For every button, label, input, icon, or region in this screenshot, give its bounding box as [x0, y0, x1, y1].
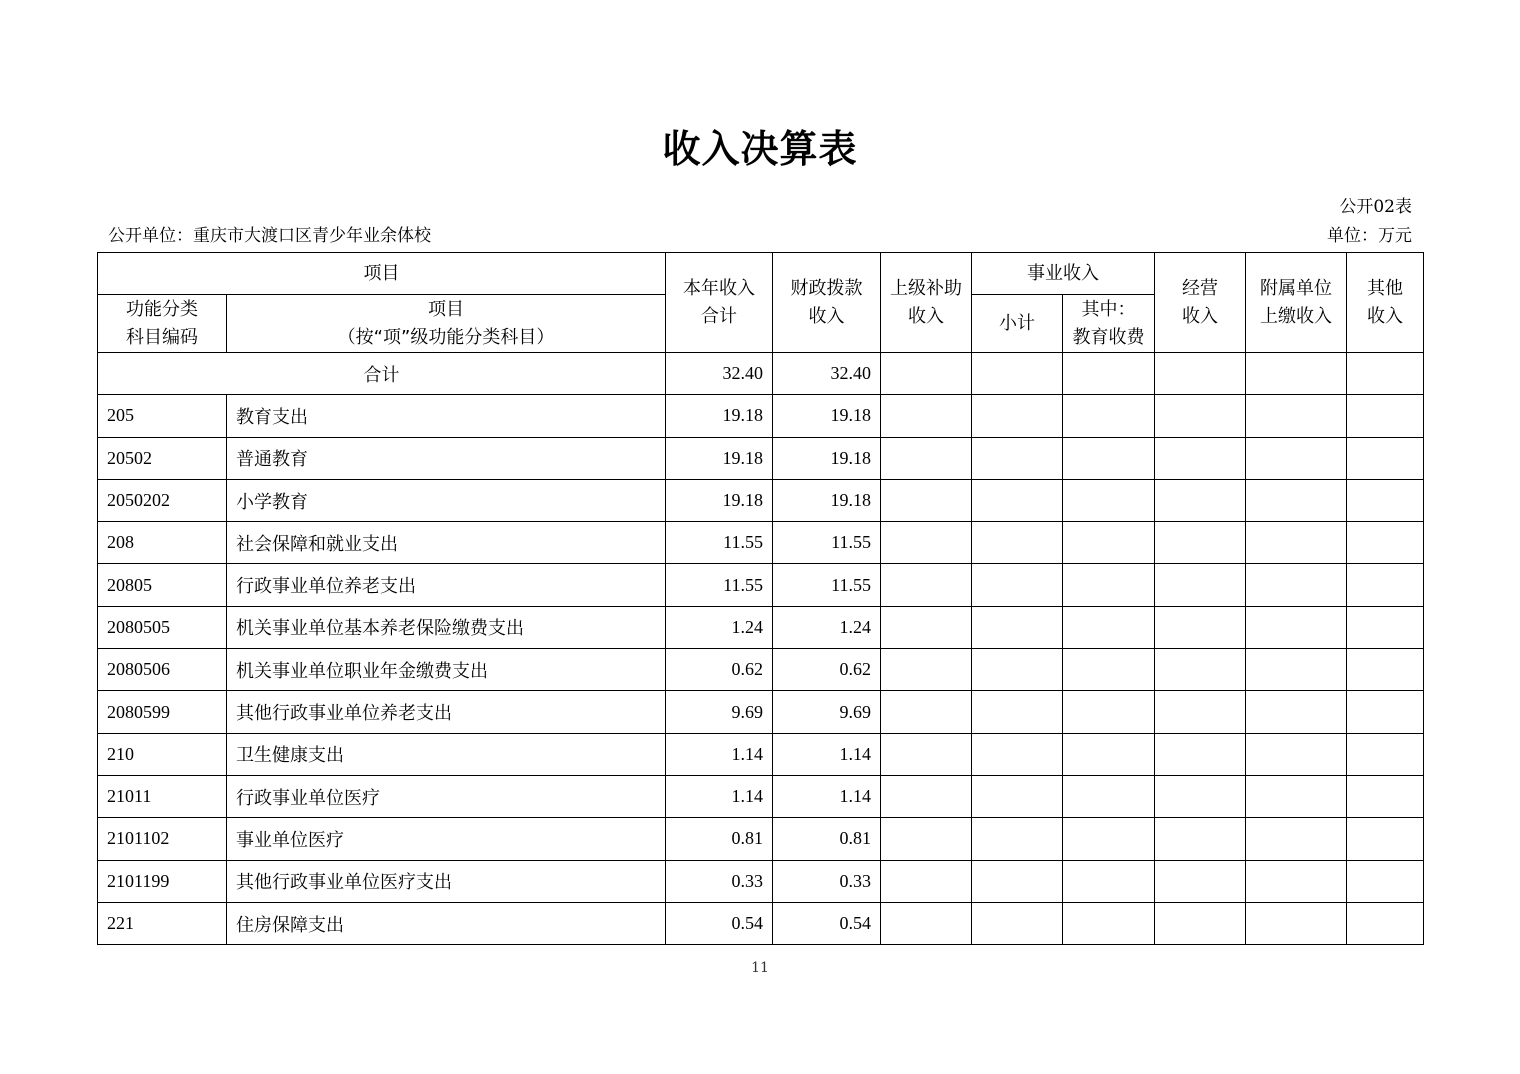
header-career-edu-line2: 教育收费	[1072, 326, 1145, 348]
code-cell: 205	[98, 395, 227, 437]
total-income-cell: 0.81	[666, 818, 773, 860]
header-career-subtotal-label: 小计	[999, 312, 1035, 334]
name-cell: 机关事业单位职业年金缴费支出	[227, 649, 666, 691]
empty-cell	[1347, 733, 1424, 775]
empty-cell	[1246, 818, 1347, 860]
empty-cell	[972, 818, 1063, 860]
header-career-subtotal	[972, 295, 1063, 353]
table-row	[98, 818, 1424, 860]
header-other-line2: 收入	[1367, 305, 1403, 327]
code-cell: 221	[98, 902, 227, 944]
header-name-line2: （按“项”级功能分类科目）	[337, 326, 555, 348]
empty-cell	[1246, 606, 1347, 648]
code-cell: 2101102	[98, 818, 227, 860]
fiscal-cell: 19.18	[773, 437, 881, 479]
empty-cell	[1155, 818, 1246, 860]
empty-cell	[1063, 395, 1155, 437]
name-cell: 其他行政事业单位医疗支出	[227, 860, 666, 902]
empty-cell	[1347, 606, 1424, 648]
name-cell: 事业单位医疗	[227, 818, 666, 860]
name-cell: 普通教育	[227, 437, 666, 479]
name-cell: 卫生健康支出	[227, 733, 666, 775]
empty-cell	[881, 522, 972, 564]
empty-cell	[1063, 564, 1155, 606]
income-final-accounts-table	[97, 252, 1424, 945]
empty-cell	[1155, 775, 1246, 817]
empty-cell	[1246, 902, 1347, 944]
fiscal-cell: 9.69	[773, 691, 881, 733]
header-operating-line2: 收入	[1182, 305, 1218, 327]
header-fiscal-line2: 收入	[808, 305, 845, 327]
total-income-cell: 0.33	[666, 860, 773, 902]
empty-cell	[972, 691, 1063, 733]
empty-cell	[881, 395, 972, 437]
header-item	[98, 253, 666, 295]
empty-cell	[1246, 860, 1347, 902]
name-cell: 住房保障支出	[227, 902, 666, 944]
empty-cell	[1063, 775, 1155, 817]
code-cell: 20502	[98, 437, 227, 479]
total-row	[98, 353, 1424, 395]
header-code-line2: 科目编码	[126, 326, 198, 348]
fiscal-cell: 0.62	[773, 649, 881, 691]
page-title: 收入决算表	[662, 127, 858, 171]
table-row	[98, 902, 1424, 944]
empty-cell	[1063, 902, 1155, 944]
empty-cell	[881, 818, 972, 860]
empty-cell	[1347, 775, 1424, 817]
total-fiscal-cell: 32.40	[773, 353, 881, 395]
header-total-income-line2: 合计	[701, 305, 737, 327]
name-cell: 行政事业单位养老支出	[227, 564, 666, 606]
code-cell: 21011	[98, 775, 227, 817]
header-operating-line1: 经营	[1182, 277, 1218, 299]
empty-cell	[881, 775, 972, 817]
fiscal-cell: 11.55	[773, 522, 881, 564]
name-cell: 机关事业单位基本养老保险缴费支出	[227, 606, 666, 648]
empty-cell	[972, 437, 1063, 479]
fiscal-cell: 1.14	[773, 733, 881, 775]
reporting-unit: 公开单位：重庆市大渡口区青少年业余体校	[108, 226, 431, 246]
total-income-cell: 0.54	[666, 902, 773, 944]
empty-cell	[1246, 437, 1347, 479]
code-cell: 20805	[98, 564, 227, 606]
name-cell: 小学教育	[227, 479, 666, 521]
code-cell: 2050202	[98, 479, 227, 521]
fiscal-cell: 1.24	[773, 606, 881, 648]
empty-cell	[1155, 564, 1246, 606]
empty-cell	[1347, 649, 1424, 691]
empty-cell	[881, 691, 972, 733]
empty-cell	[1155, 860, 1246, 902]
header-row-1	[98, 253, 1424, 295]
fiscal-cell: 11.55	[773, 564, 881, 606]
header-other	[1347, 253, 1424, 353]
empty-cell	[1246, 395, 1347, 437]
total-income-cell: 1.14	[666, 733, 773, 775]
empty-cell	[1347, 479, 1424, 521]
header-affiliate-line1: 附属单位	[1260, 277, 1332, 299]
header-other-line1: 其他	[1367, 277, 1403, 299]
total-income-cell: 32.40	[666, 353, 773, 395]
fiscal-cell: 0.54	[773, 902, 881, 944]
header-total-income-line1: 本年收入	[683, 277, 755, 299]
empty-cell	[881, 902, 972, 944]
empty-cell	[1063, 606, 1155, 648]
header-code-line1: 功能分类	[126, 298, 198, 320]
total-income-cell: 1.14	[666, 775, 773, 817]
empty-cell	[1155, 522, 1246, 564]
empty-cell	[1063, 479, 1155, 521]
header-name	[227, 295, 666, 353]
name-cell: 社会保障和就业支出	[227, 522, 666, 564]
empty-cell	[1063, 818, 1155, 860]
table-row	[98, 691, 1424, 733]
empty-cell	[1063, 860, 1155, 902]
empty-cell	[1063, 437, 1155, 479]
empty-cell	[1155, 437, 1246, 479]
empty-cell	[1347, 818, 1424, 860]
fiscal-cell: 1.14	[773, 775, 881, 817]
empty-cell	[972, 522, 1063, 564]
header-fiscal	[773, 253, 881, 353]
empty-cell	[881, 649, 972, 691]
header-name-line1: 项目	[428, 298, 464, 320]
table-row	[98, 395, 1424, 437]
name-cell: 其他行政事业单位养老支出	[227, 691, 666, 733]
empty-cell	[972, 353, 1063, 395]
empty-cell	[1155, 902, 1246, 944]
empty-cell	[1246, 775, 1347, 817]
empty-cell	[1246, 522, 1347, 564]
empty-cell	[1347, 522, 1424, 564]
total-income-cell: 1.24	[666, 606, 773, 648]
empty-cell	[1063, 353, 1155, 395]
total-income-cell: 11.55	[666, 564, 773, 606]
empty-cell	[1347, 564, 1424, 606]
fiscal-cell: 0.33	[773, 860, 881, 902]
empty-cell	[881, 733, 972, 775]
header-affiliate	[1246, 253, 1347, 353]
total-income-cell: 19.18	[666, 395, 773, 437]
empty-cell	[1347, 860, 1424, 902]
table-row	[98, 606, 1424, 648]
empty-cell	[1155, 395, 1246, 437]
fiscal-cell: 0.81	[773, 818, 881, 860]
empty-cell	[1246, 649, 1347, 691]
empty-cell	[1246, 691, 1347, 733]
table-row	[98, 775, 1424, 817]
empty-cell	[1246, 564, 1347, 606]
empty-cell	[1155, 353, 1246, 395]
empty-cell	[972, 775, 1063, 817]
total-income-cell: 9.69	[666, 691, 773, 733]
header-fiscal-line1: 财政拨款	[790, 277, 863, 299]
currency-unit: 单位：万元	[1327, 226, 1412, 246]
table-row	[98, 733, 1424, 775]
empty-cell	[1347, 691, 1424, 733]
header-affiliate-line2: 上缴收入	[1260, 305, 1332, 327]
empty-cell	[1063, 649, 1155, 691]
code-cell: 2080506	[98, 649, 227, 691]
empty-cell	[881, 437, 972, 479]
name-cell: 行政事业单位医疗	[227, 775, 666, 817]
empty-cell	[881, 479, 972, 521]
empty-cell	[1063, 733, 1155, 775]
empty-cell	[1155, 649, 1246, 691]
total-income-cell: 19.18	[666, 437, 773, 479]
fiscal-cell: 19.18	[773, 479, 881, 521]
total-income-cell: 19.18	[666, 479, 773, 521]
header-code	[98, 295, 227, 353]
table-row	[98, 860, 1424, 902]
empty-cell	[1063, 522, 1155, 564]
empty-cell	[881, 606, 972, 648]
table-row	[98, 522, 1424, 564]
empty-cell	[972, 649, 1063, 691]
empty-cell	[1063, 691, 1155, 733]
empty-cell	[1246, 479, 1347, 521]
empty-cell	[972, 479, 1063, 521]
header-operating	[1155, 253, 1246, 353]
header-superior-line1: 上级补助	[890, 277, 962, 299]
empty-cell	[1155, 606, 1246, 648]
page-number: 11	[751, 960, 769, 976]
table-row	[98, 649, 1424, 691]
code-cell: 208	[98, 522, 227, 564]
empty-cell	[972, 395, 1063, 437]
header-item-label: 项目	[363, 262, 400, 284]
empty-cell	[972, 733, 1063, 775]
header-career-edu	[1063, 295, 1155, 353]
name-cell: 教育支出	[227, 395, 666, 437]
empty-cell	[881, 353, 972, 395]
table-row	[98, 437, 1424, 479]
header-total-income	[666, 253, 773, 353]
empty-cell	[881, 564, 972, 606]
fiscal-cell: 19.18	[773, 395, 881, 437]
empty-cell	[1347, 437, 1424, 479]
total-label: 合计	[98, 353, 666, 395]
table-row	[98, 479, 1424, 521]
total-income-cell: 11.55	[666, 522, 773, 564]
header-superior-line2: 收入	[908, 305, 944, 327]
empty-cell	[1155, 691, 1246, 733]
header-career-edu-line1: 其中：	[1081, 298, 1136, 320]
empty-cell	[1246, 733, 1347, 775]
empty-cell	[1347, 353, 1424, 395]
empty-cell	[881, 860, 972, 902]
total-income-cell: 0.62	[666, 649, 773, 691]
header-career-label: 事业收入	[1027, 262, 1099, 284]
table-number: 公开02表	[1339, 197, 1412, 217]
table-row	[98, 564, 1424, 606]
code-cell: 2080505	[98, 606, 227, 648]
empty-cell	[1347, 902, 1424, 944]
empty-cell	[1155, 733, 1246, 775]
code-cell: 2080599	[98, 691, 227, 733]
empty-cell	[1347, 395, 1424, 437]
code-cell: 2101199	[98, 860, 227, 902]
empty-cell	[972, 564, 1063, 606]
empty-cell	[972, 606, 1063, 648]
empty-cell	[972, 902, 1063, 944]
header-career	[972, 253, 1155, 295]
empty-cell	[1155, 479, 1246, 521]
empty-cell	[972, 860, 1063, 902]
code-cell: 210	[98, 733, 227, 775]
empty-cell	[1246, 353, 1347, 395]
header-superior	[881, 253, 972, 353]
